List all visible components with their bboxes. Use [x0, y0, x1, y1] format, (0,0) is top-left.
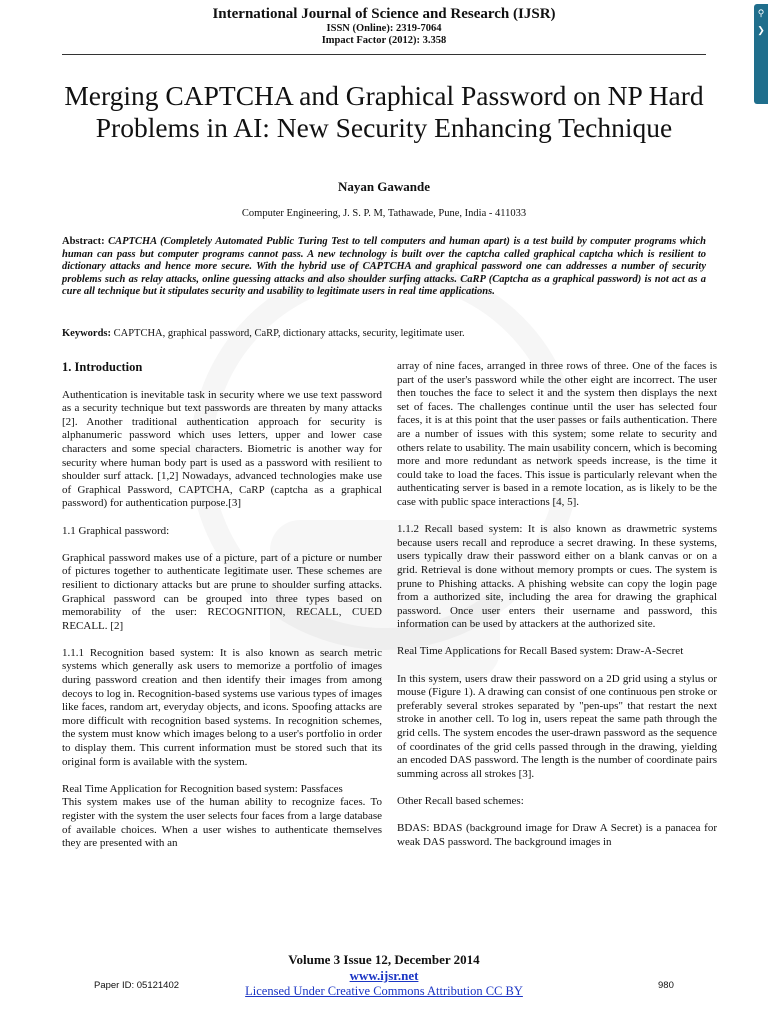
keywords-text: CAPTCHA, graphical password, CaRP, dictionary attacks, security, legitimate user. — [113, 328, 465, 339]
search-icon[interactable]: ⚲ — [757, 8, 765, 18]
paragraph: This system makes use of the human ability to recognize faces. To register with the system the user selects four faces from a large database of available choices. When a user wishes to authenticate themselves they are presented with an — [62, 796, 382, 850]
right-column — [397, 360, 717, 863]
paragraph: 1.1.2 Recall based system: It is also known as drawmetric systems because users recall and reproduce a secret drawing. In these systems, users typically draw their password either on a blank canvas or on a grid. Retrieval is done without memory prompts or cues. The system is prune to Phishing attacks. A phishing website can copy the login page from a authorized site, including the area for drawing the graphical password. Once user enters their username and password, this information can be used by attackers at the authorized site. — [397, 523, 717, 631]
author-name: Nayan Gawande — [337, 179, 431, 194]
footer-issue: Volume 3 Issue 12, December 2014 — [288, 952, 480, 967]
paragraph: Graphical password makes use of a picture, part of a picture or number of pictures together to authenticate legitimate user. These schemes are resilient to dictionary attacks but are prune to shoulder surfing attacks. Graphical password can be grouped into three types based on memorability of the user: RECOGNITION, RECALL, CUED RECALL. [2] — [62, 551, 382, 632]
chevron-right-icon[interactable]: ❯ — [757, 25, 765, 35]
paragraph-heading: Real Time Application for Recognition based system: Passfaces — [62, 782, 343, 795]
paper-title: Merging CAPTCHA and Graphical Password on NP Hard Problems in AI: New Security Enhancing Technique — [64, 80, 704, 144]
paragraph: array of nine faces, arranged in three rows of three. One of the faces is part of the user's password while the other eight are incorrect. The user then touches the face to select it and the system then displays the next set of faces. The challenges continue until the user has selected four faces, it is at this point that the user passes or fails authentication. There are a number of issues with this system; some relate to security and others relate to usability. The main usability concern, which is becoming more and more redundant as network speeds increase, is the time it could take to load the faces. This issue is particularly relevant when the authenticating server is based in a remote location, as is likely to be the case with public space interactions [4, 5]. — [397, 360, 717, 508]
journal-header — [0, 6, 768, 47]
section-heading-introduction: 1. Introduction — [62, 360, 143, 374]
abstract-text: CAPTCHA (Completely Automated Public Turing Test to tell computers and human apart) is a test build by computer programs which human can pass but computer programs cannot pass. A new technology is built over the captcha called graphical captcha which is resilient to dictionary attacks and hence more secure. With the hybrid use of CAPTCHA and graphical password one can addresses a number of security problems such as relay attacks, online guessing attacks and also shoulder surfing attacks. CaRP (Captcha as a graphical password) is not act as a cure all technique but it stipulates security and usability to legitimate users in real time applications. — [62, 236, 706, 298]
issn: ISSN (Online): 2319-7064 — [326, 23, 442, 35]
footer-url-link[interactable]: www.ijsr.net — [349, 968, 419, 983]
journal-name: International Journal of Science and Research (IJSR) — [212, 6, 556, 22]
subsection-heading: 1.1 Graphical password: — [62, 524, 170, 537]
paragraph: In this system, users draw their password on a 2D grid using a stylus or mouse (Figure 1). A drawing can consist of one continuous pen stroke or preferably several strokes separated by "pen-ups" that restart the next stroke in another cell. To log in, users repeat the same path through the grid cells. The system encodes the user-drawn password as the sequence of coordinates of the grid cells passed through in the drawing, yielding an encoded DAS password. The length is the number of coordinate pairs summing across all strokes [3]. — [397, 672, 717, 780]
paragraph-heading: Other Recall based schemes: — [397, 795, 524, 807]
paper-id: Paper ID: 05121402 — [94, 980, 180, 991]
header-divider — [62, 54, 706, 55]
abstract-label: Abstract: — [62, 236, 105, 247]
keywords — [62, 328, 706, 339]
abstract — [62, 236, 706, 299]
author-affiliation: Computer Engineering, J. S. P. M, Tathawade, Pune, India - 411033 — [241, 208, 527, 219]
footer-license-link[interactable]: Licensed Under Creative Commons Attribution CC BY — [245, 984, 523, 998]
paragraph: BDAS: BDAS (background image for Draw A Secret) is a panacea for weak DAS password. The background images in — [397, 822, 717, 848]
paragraph: Authentication is inevitable task in security where we use text password as a security technique but text passwords are threaten by many attacks [2]. Another traditional authentication approach for security is alphanumeric password which uses letters, upper and lower case characters and some special characters. Biometric is another way for security where human body part is used as a password with resilient to shoulder surf attack. [1,2] Nowadays, advanced technologies make use of Graphical Password, CAPTCHA, CaRP (captcha as a graphical password) for authentication purpose.[3] — [62, 388, 382, 510]
keywords-label: Keywords: — [62, 328, 111, 339]
sidebar-tab[interactable] — [754, 4, 768, 104]
left-column — [62, 358, 382, 864]
page-number: 980 — [658, 980, 674, 991]
paragraph: 1.1.1 Recognition based system: It is also known as search metric systems which generally ask users to memorize a portfolio of images during password creation and then identify their images from among decoys to log in. Recognition-based systems use various types of images like faces, random art, everyday objects, and icons. Spoofing attacks are more difficult with recognition based systems. In recognition schemes, the system must know which images belong to a user's portfolio in order to display them. This current information must be stored such that its original form is available with the system. — [62, 646, 382, 768]
paragraph-heading: Real Time Applications for Recall Based system: Draw-A-Secret — [397, 645, 684, 658]
impact-factor: Impact Factor (2012): 3.358 — [321, 35, 447, 47]
